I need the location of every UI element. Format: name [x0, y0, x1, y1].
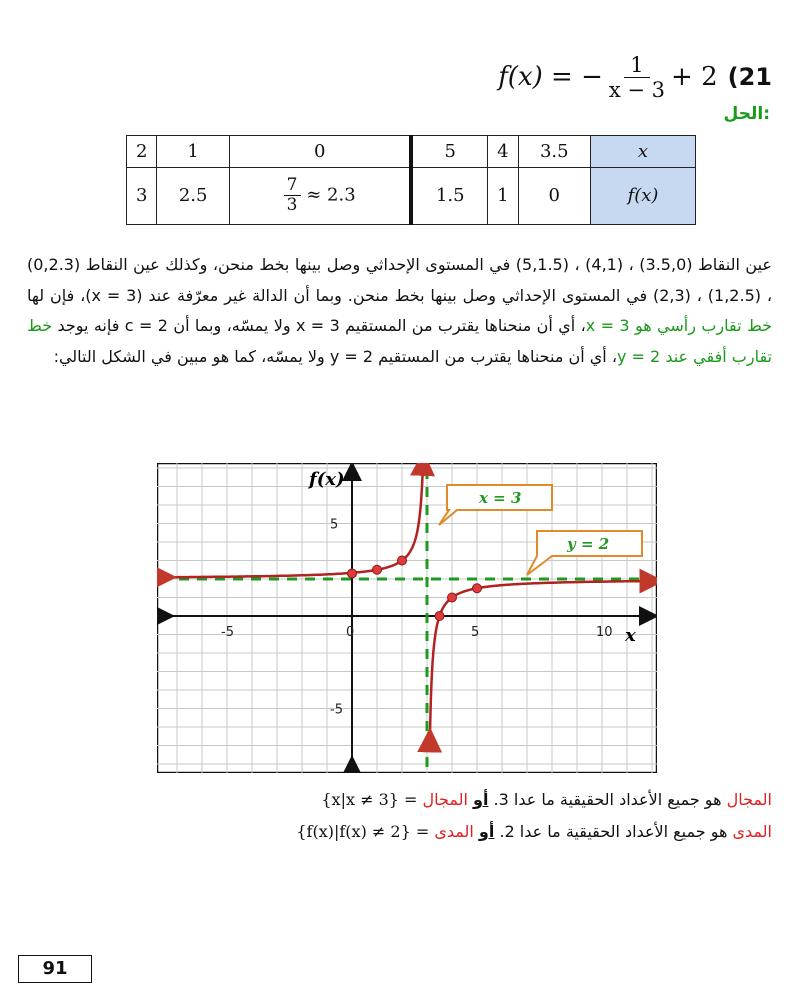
graph-frame — [158, 464, 657, 773]
or-label: أو — [473, 790, 489, 809]
table-cell: 1 — [488, 167, 518, 224]
formula-lhs: f(x) = − — [498, 62, 603, 92]
y-axis-label: f(x) — [309, 469, 345, 490]
table-cell: 0 — [229, 136, 411, 168]
or-label: أو — [478, 822, 495, 841]
value-table — [126, 135, 696, 225]
domain-label-2: المجال — [422, 790, 468, 809]
data-point — [373, 565, 382, 574]
horizontal-asymptote-term: خط تقارب أفقي عند y = 2 — [27, 316, 772, 366]
domain-text: هو جميع الأعداد الحقيقية ما عدا 3. — [488, 790, 727, 809]
x-tick-label: -5 — [221, 625, 234, 640]
y-tick-label: 5 — [330, 517, 339, 533]
x-axis-label: x — [625, 625, 636, 646]
fraction-denominator: 3 — [286, 195, 298, 216]
data-point — [473, 584, 482, 593]
fraction-approx: ≈ 2.3 — [306, 184, 356, 206]
data-point — [348, 569, 357, 578]
domain-formula: {x|x ≠ 3} = — [321, 790, 418, 809]
x-tick-label: 0 — [346, 625, 355, 640]
formula-fraction — [609, 53, 665, 102]
table-cell: 0 — [518, 167, 590, 224]
domain-statement — [321, 790, 772, 809]
table-cell: 5 — [411, 136, 487, 168]
range-formula: {f(x)|f(x) ≠ 2} = — [296, 822, 430, 841]
fraction-denominator: x − 3 — [608, 77, 666, 102]
table-cell: 3 — [127, 167, 157, 224]
table-cell: 1.5 — [411, 167, 487, 224]
data-point — [398, 556, 407, 565]
table-cell: 4 — [488, 136, 518, 168]
table-header-x: x — [591, 136, 696, 168]
table-cell: 3.5 — [518, 136, 590, 168]
data-point — [435, 612, 444, 621]
table-cell-fraction — [229, 167, 411, 224]
table-cell: 2 — [127, 136, 157, 168]
explanation-paragraph — [27, 250, 772, 372]
paragraph-text: ، أي أن منحناها يقترب من المستقيم x = 3 ولا يمسّه، وبما أن c = 2 فإنه يوجد — [52, 316, 586, 335]
table-row-x — [127, 136, 696, 168]
fraction — [284, 176, 301, 215]
page-number: 91 — [18, 955, 92, 983]
y-tick-label: -5 — [330, 702, 343, 718]
paragraph-text: عين النقاط (3.5,0) ، (4,1) ، (5,1.5) في المستوى الإحداثي وصل بينها بخط منحن، وكذلك عين النقاط (0,2.3) ، (1,2.5) ، (2,3) في المستوى الإحداثي وصل بينها بخط منحن. وبما أن الدالة غير معرّفة عند (x = 3)، فإن لها — [27, 255, 773, 305]
fraction-numerator: 7 — [284, 176, 301, 196]
paragraph-text: ، أي أن منحناها يقترب من المستقيم y = 2 ولا يمسّه، كما هو مبين في الشكل التالي: — [53, 346, 617, 366]
vertical-asymptote-term: خط تقارب رأسي هو x = 3 — [585, 316, 773, 335]
range-statement — [296, 822, 772, 841]
range-label-2: المدى — [434, 822, 474, 841]
formula-rhs: + 2 — [671, 62, 718, 92]
problem-formula — [498, 52, 772, 102]
solution-label: الحل: — [723, 104, 770, 124]
callout-y2: y = 2 — [567, 535, 610, 553]
function-graph — [157, 463, 657, 773]
range-text: هو جميع الأعداد الحقيقية ما عدا 2. — [494, 822, 733, 841]
range-label: المدى — [732, 822, 772, 841]
table-cell: 2.5 — [157, 167, 229, 224]
fraction-numerator: 1 — [624, 53, 649, 78]
table-cell: 1 — [157, 136, 229, 168]
callout-x3: x = 3 — [479, 489, 522, 507]
problem-number: (21 — [727, 63, 772, 91]
table-row-fx — [127, 167, 696, 224]
table-header-fx: f(x) — [591, 167, 696, 224]
domain-label: المجال — [726, 790, 772, 809]
x-tick-label: 5 — [471, 625, 480, 640]
data-point — [448, 593, 457, 602]
x-tick-label: 10 — [596, 625, 613, 640]
